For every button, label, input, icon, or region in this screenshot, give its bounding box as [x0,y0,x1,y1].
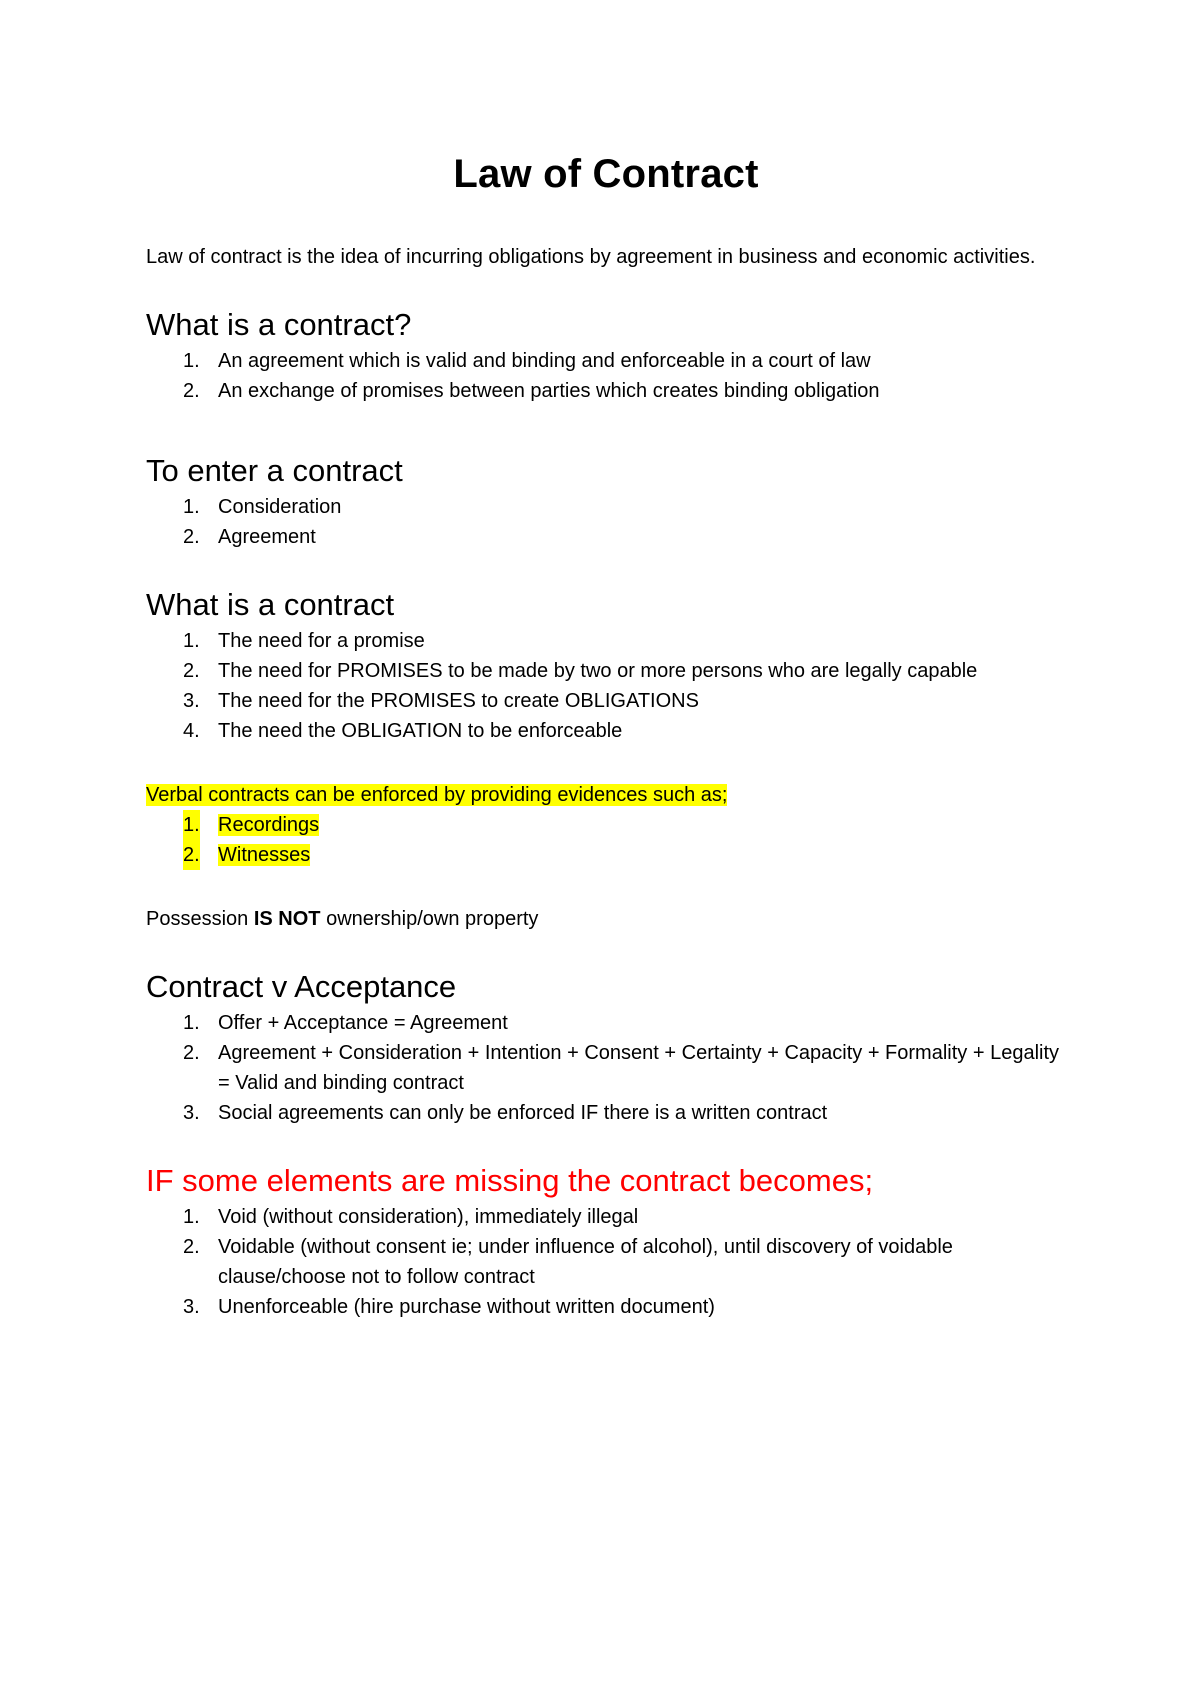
section-heading-what-is-contract-q: What is a contract? [146,307,412,342]
list-item: 2. The need for PROMISES to be made by two or more persons who are legally capable [183,660,978,682]
list-item: 1. Consideration [183,496,342,518]
list-item: 2. Agreement + Consideration + Intention + Consent + Certainty + Capacity + Formality + Legality = Valid and binding contract [183,1042,1060,1094]
evidence-list [146,810,1066,870]
verbal-contracts-paragraph [146,780,1066,810]
list-item: 3. Unenforceable (hire purchase without written document) [183,1296,715,1318]
list-item: 4. The need the OBLIGATION to be enforceable [183,720,623,742]
document-body [146,150,1066,1322]
intro-paragraph: Law of contract is the idea of incurring obligations by agreement in business and economic activities. [146,246,1036,268]
list-item: 1. An agreement which is valid and binding and enforceable in a court of law [183,350,871,372]
missing-elements-list [146,1202,1066,1322]
section-heading-contract-v-acceptance: Contract v Acceptance [146,969,457,1004]
list-item: 1. Recordings [146,810,1066,840]
list-item: 1. The need for a promise [183,630,425,652]
emphasis-text: IS NOT [253,908,321,930]
section-heading-what-is-contract: What is a contract [146,587,395,622]
list-item: 2. Voidable (without consent ie; under influence of alcohol), until discovery of voidable clause/choose not to follow contract [183,1236,953,1288]
list-item: 2. An exchange of promises between parties which creates binding obligation [183,380,880,402]
list-item: 2. Witnesses [146,840,1066,870]
section-heading-missing-elements: IF some elements are missing the contract becomes; [146,1163,874,1198]
what-is-contract-q-list [146,346,1066,406]
document-title: Law of Contract [453,152,759,196]
highlighted-text: Verbal contracts can be enforced by providing evidences such as; [146,784,728,806]
list-item: 1. Offer + Acceptance = Agreement [183,1012,508,1034]
possession-paragraph: Possession IS NOT ownership/own property [146,908,539,930]
what-is-contract-list [146,626,1066,746]
list-item: 3. The need for the PROMISES to create OBLIGATIONS [183,690,699,712]
list-item: 3. Social agreements can only be enforced IF there is a written contract [183,1102,828,1124]
section-heading-enter-contract: To enter a contract [146,453,403,488]
contract-v-acceptance-list [146,1008,1066,1128]
list-item: 2. Agreement [183,526,316,548]
enter-contract-list [146,492,1066,552]
list-item: 1. Void (without consideration), immediately illegal [183,1206,639,1228]
